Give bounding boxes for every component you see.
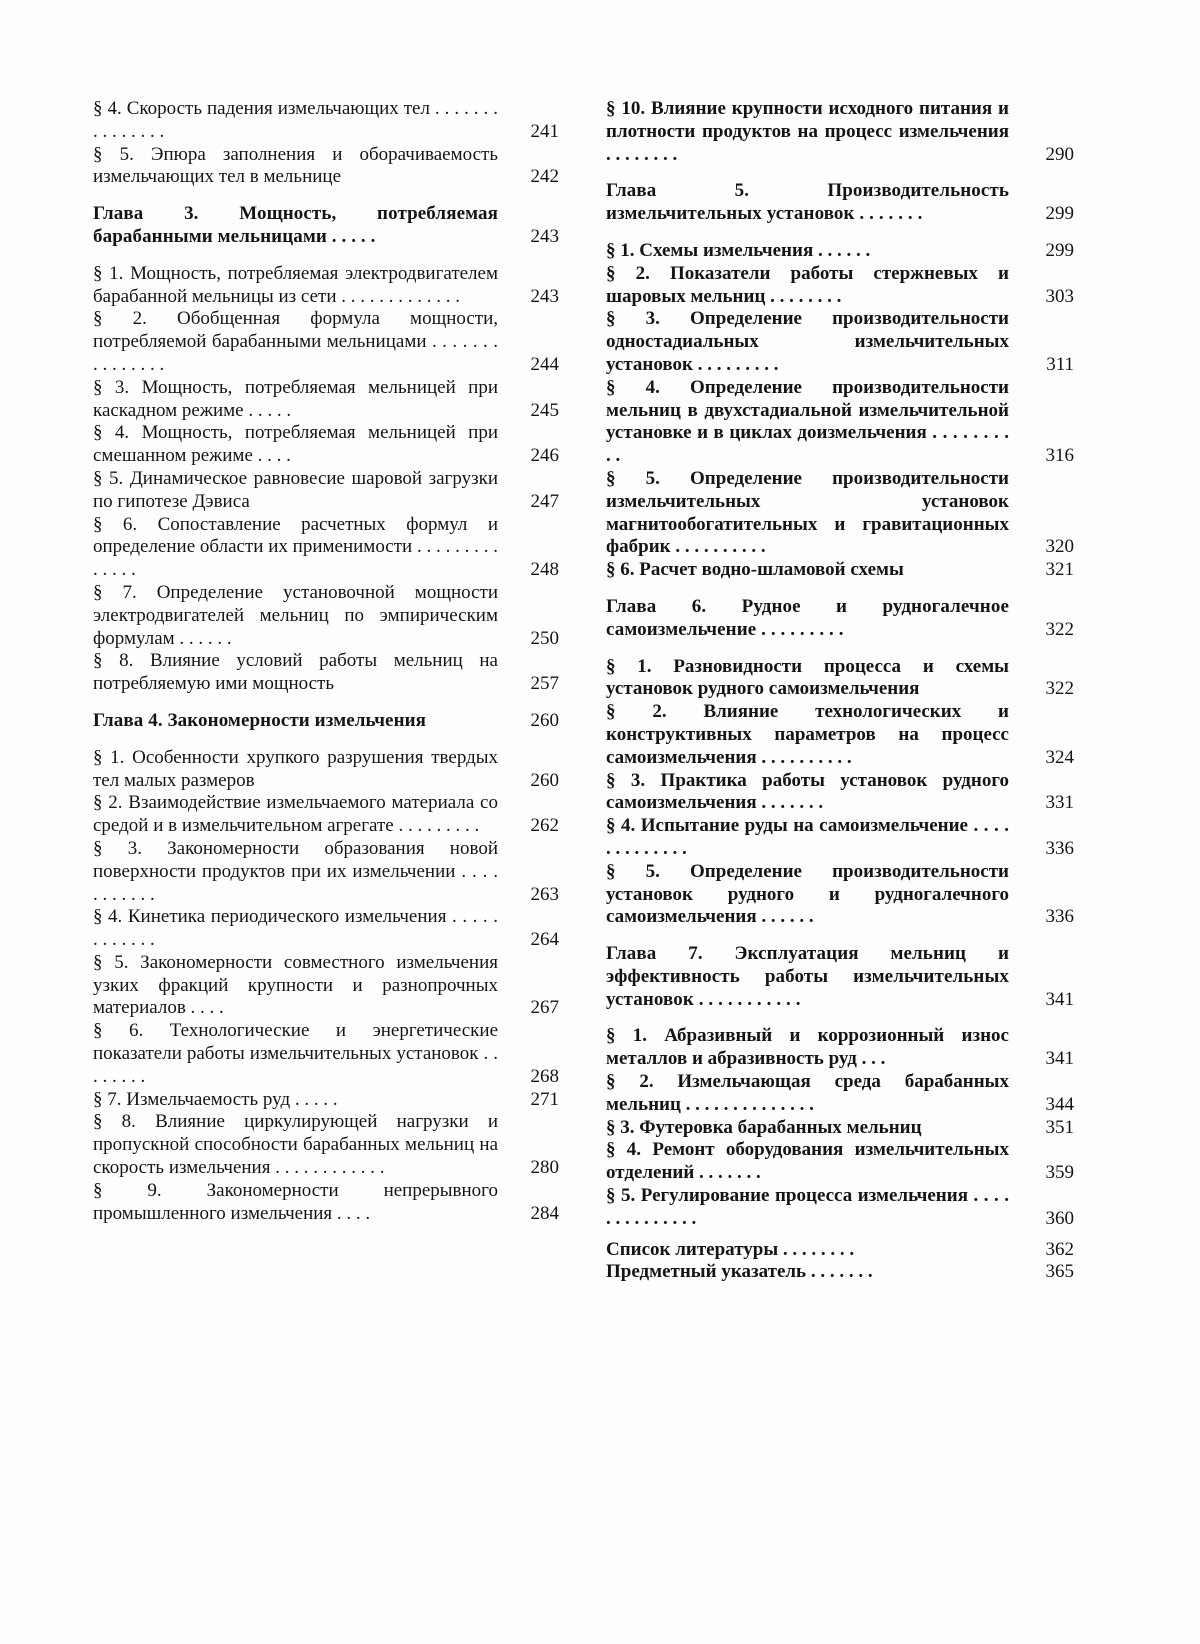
toc-entry-page-number: 271 [530,1088,559,1110]
toc-section-entry [93,582,573,650]
toc-entry-title: Предметный указатель . . . . . . . [606,1261,873,1283]
toc-section-entry [606,559,1088,582]
toc-entry-page-number: 262 [530,815,559,837]
toc-entry-page-number: 360 [1045,1207,1074,1229]
toc-section-entry [606,1185,1088,1231]
toc-entry-page-number: 322 [1045,678,1074,700]
toc-entry-page-number: 351 [1045,1116,1074,1138]
toc-gap [606,929,1088,943]
toc-section-entry [606,656,1088,702]
toc-gap [606,642,1088,656]
toc-entry-page-number: 320 [1045,536,1074,558]
toc-entry-page-number: 242 [530,166,559,188]
toc-section-entry [606,468,1088,559]
toc-section-entry [93,747,573,793]
toc-section-entry [93,1111,573,1179]
toc-entry-title: § 3. Определение производительности одностадиальных измельчительных установок . . . . . . . . . [606,308,1009,375]
toc-section-entry [606,770,1088,816]
toc-section-entry [606,701,1088,769]
toc-entry-title: Глава 4. Закономерности измельчения [93,709,427,731]
toc-section-entry [606,98,1088,166]
toc-chapter-entry [93,710,573,733]
toc-section-entry [93,1180,573,1226]
toc-entry-title: § 5. Определение производительности измельчительных установок магнитообогатительных и гравитационных фабрик . . . . . . . . . . [606,467,1009,558]
toc-entry-page-number: 341 [1045,1048,1074,1070]
toc-entry-title: § 5. Определение производительности установок рудного и рудногалечного самоизмельчения . . . . . . [606,860,1009,928]
toc-entry-title: Глава 6. Рудное и рудногалечное самоизмельчение . . . . . . . . . [606,595,1009,640]
toc-entry-page-number: 268 [530,1065,559,1087]
toc-entry-title: § 6. Расчет водно-шламовой схемы [606,559,904,581]
toc-entry-title: § 3. Мощность, потребляемая мельницей при каскадном режиме . . . . . [93,376,498,421]
toc-entry-title: § 5. Закономерности совместного измельчения узких фракций крупности и разнопрочных материалов . . . . [93,951,498,1019]
toc-entry-title: § 2. Влияние технологических и конструктивных параметров на процесс самоизмельчения . . . . . . . . . . [606,701,1009,768]
toc-entry-title: § 6. Технологические и энергетические показатели работы измельчительных установок . . . . . . . . [93,1020,498,1087]
toc-section-entry [93,422,573,468]
toc-entry-title: § 2. Показатели работы стержневых и шаровых мельниц . . . . . . . . [606,262,1009,307]
toc-entry-page-number: 284 [530,1202,559,1224]
toc-entry-title: § 2. Взаимодействие измельчаемого материала со средой и в измельчительном агрегате . . . . . . . . . [93,792,498,837]
toc-gap [606,1231,1088,1239]
toc-section-entry [606,861,1088,929]
toc-section-entry [606,1139,1088,1185]
toc-gap [93,733,573,747]
toc-entry-title: § 4. Скорость падения измельчающих тел . . . . . . . . . . . . . . . [93,98,498,142]
toc-entry-page-number: 299 [1045,239,1074,261]
toc-entry-title: § 4. Мощность, потребляемая мельницей при смешанном режиме . . . . [93,422,498,467]
toc-section-entry [93,377,573,423]
toc-entry-page-number: 264 [530,929,559,951]
toc-entry-title: § 1. Абразивный и коррозионный износ металлов и абразивность руд . . . [606,1025,1009,1070]
toc-entry-page-number: 322 [1045,618,1074,640]
toc-entry-page-number: 244 [530,353,559,375]
toc-entry-page-number: 299 [1045,203,1074,225]
toc-column-right [606,98,1088,1284]
toc-chapter-entry [93,203,573,249]
toc-entry-title: Глава 7. Эксплуатация мельниц и эффективность работы измельчительных установок . . . . . . . . . . . [606,943,1009,1010]
toc-entry-page-number: 260 [530,709,559,731]
toc-entry-page-number: 321 [1045,559,1074,581]
toc-entry-title: § 5. Эпюра заполнения и оборачиваемость измельчающих тел в мельнице [93,143,498,188]
toc-entry-title: § 2. Измельчающая среда барабанных мельниц . . . . . . . . . . . . . . [606,1071,1009,1115]
toc-backmatter-entry [606,1261,1088,1284]
toc-entry-page-number: 365 [1045,1261,1074,1283]
toc-entry-page-number: 245 [530,399,559,421]
toc-section-entry [93,308,573,376]
toc-section-entry [93,1020,573,1088]
toc-entry-page-number: 324 [1045,746,1074,768]
toc-entry-title: § 3. Футеровка барабанных мельниц [606,1116,922,1138]
toc-section-entry [606,1025,1088,1071]
toc-entry-title: § 8. Влияние условий работы мельниц на потребляемую ими мощность [93,650,498,695]
toc-section-entry [93,144,573,190]
toc-section-entry [93,98,573,144]
toc-gap [606,1011,1088,1025]
toc-entry-page-number: 267 [530,997,559,1019]
toc-entry-page-number: 331 [1045,792,1074,814]
toc-section-entry [93,952,573,1020]
toc-section-entry [606,1117,1088,1140]
toc-entry-title: § 9. Закономерности непрерывного промышленного измельчения . . . . [93,1179,498,1224]
toc-entry-page-number: 250 [530,627,559,649]
toc-gap [93,696,573,710]
toc-entry-title: § 5. Динамическое равновесие шаровой загрузки по гипотезе Дэвиса [93,467,498,512]
toc-section-entry [93,650,573,696]
toc-entry-page-number: 336 [1045,837,1074,859]
toc-entry-page-number: 311 [1046,353,1074,375]
toc-entry-page-number: 246 [530,445,559,467]
toc-entry-page-number: 263 [530,883,559,905]
toc-entry-page-number: 247 [530,490,559,512]
toc-entry-title: § 4. Испытание руды на самоизмельчение . . . . . . . . . . . . . [606,815,1009,859]
toc-entry-page-number: 248 [530,559,559,581]
toc-entry-title: Список литературы . . . . . . . . [606,1238,855,1260]
toc-entry-title: § 7. Определение установочной мощности электродвигателей мельниц по эмпирическим формулам . . . . . . [93,581,498,649]
toc-section-entry [606,240,1088,263]
toc-entry-title: § 4. Ремонт оборудования измельчительных отделений . . . . . . . [606,1139,1009,1184]
toc-chapter-entry [606,943,1088,1011]
toc-section-entry [93,792,573,838]
toc-entry-title: § 10. Влияние крупности исходного питания и плотности продуктов на процесс измельчения . . . . . . . . [606,98,1009,165]
toc-gap [93,249,573,263]
toc-section-entry [93,906,573,952]
toc-entry-title: § 6. Сопоставление расчетных формул и определение области их применимости . . . . . . . . . . . . . . [93,513,498,581]
toc-chapter-entry [606,596,1088,642]
toc-entry-page-number: 362 [1045,1238,1074,1260]
toc-section-entry [606,308,1088,376]
toc-section-entry [606,815,1088,861]
toc-backmatter-entry [606,1239,1088,1262]
toc-chapter-entry [606,180,1088,226]
toc-entry-page-number: 303 [1045,285,1074,307]
toc-gap [606,166,1088,180]
toc-section-entry [93,1089,573,1112]
toc-section-entry [606,377,1088,468]
toc-entry-page-number: 316 [1045,445,1074,467]
toc-entry-title: § 1. Особенности хрупкого разрушения твердых тел малых размеров [93,746,498,791]
toc-entry-page-number: 344 [1045,1093,1074,1115]
toc-entry-page-number: 341 [1045,988,1074,1010]
toc-entry-title: § 3. Закономерности образования новой поверхности продуктов при их измельчении . . . . . . . . . . . [93,837,498,905]
toc-gap [606,582,1088,596]
toc-entry-title: § 3. Практика работы установок рудного самоизмельчения . . . . . . . [606,769,1009,814]
toc-section-entry [606,263,1088,309]
toc-entry-title: § 7. Измельчаемость руд . . . . . [93,1088,338,1110]
toc-section-entry [93,838,573,906]
toc-entry-page-number: 257 [530,673,559,695]
toc-section-entry [93,468,573,514]
toc-entry-title: § 1. Разновидности процесса и схемы установок рудного самоизмельчения [606,655,1009,700]
toc-section-entry [93,263,573,309]
toc-entry-title: § 8. Влияние циркулирующей нагрузки и пропускной способности барабанных мельниц на скорость измельчения . . . . . . . . . . . . [93,1111,498,1179]
toc-entry-page-number: 336 [1045,906,1074,928]
toc-entry-title: § 5. Регулирование процесса измельчения . . . . . . . . . . . . . . [606,1185,1009,1229]
toc-entry-page-number: 280 [530,1157,559,1179]
toc-gap [93,189,573,203]
toc-entry-page-number: 243 [530,285,559,307]
toc-entry-page-number: 359 [1045,1162,1074,1184]
toc-entry-page-number: 290 [1045,143,1074,165]
toc-entry-title: § 4. Кинетика периодического измельчения . . . . . . . . . . . . [93,906,498,951]
toc-entry-title: § 2. Обобщенная формула мощности, потребляемой барабанными мельницами . . . . . . . . . . . . . . . [93,308,498,375]
toc-column-left [93,98,573,1225]
toc-entry-page-number: 241 [530,120,559,142]
toc-entry-title: Глава 3. Мощность, потребляемая барабанными мельницами . . . . . [93,203,498,247]
toc-gap [606,226,1088,240]
toc-section-entry [606,1071,1088,1117]
toc-entry-page-number: 243 [530,225,559,247]
toc-entry-title: § 1. Мощность, потребляемая электродвигателем барабанной мельницы из сети . . . . . . . . . . . . . [93,262,498,307]
toc-section-entry [93,514,573,582]
toc-entry-title: Глава 5. Производительность измельчительных установок . . . . . . . [606,180,1009,225]
toc-entry-title: § 1. Схемы измельчения . . . . . . [606,239,871,261]
toc-entry-title: § 4. Определение производительности мельниц в двухстадиальной измельчительной установке и в циклах доизмельчения . . . . . . . . . . [606,376,1009,467]
toc-entry-page-number: 260 [530,769,559,791]
